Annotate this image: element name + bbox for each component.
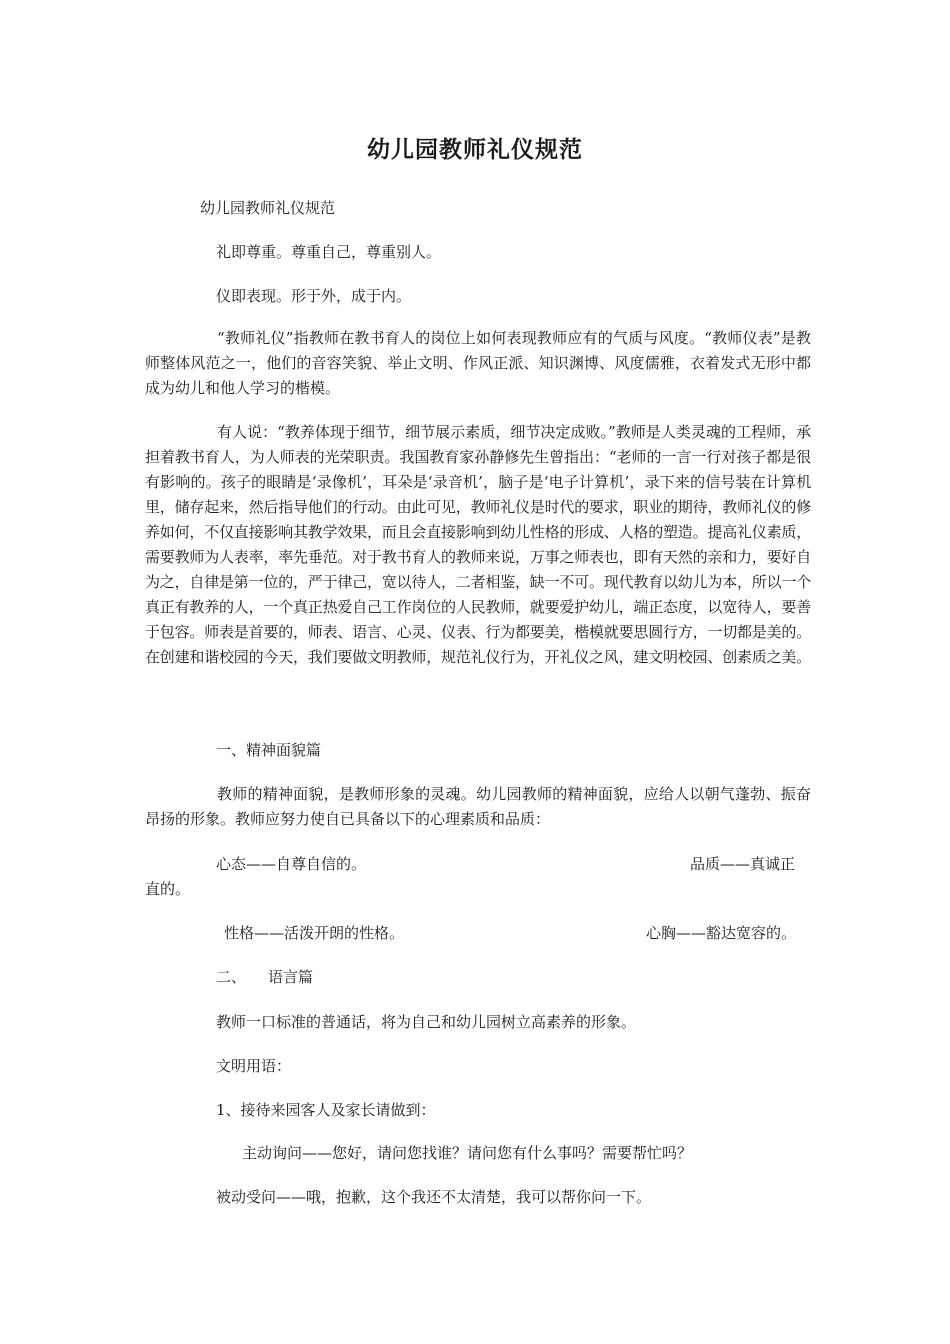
quality-honesty-part1: 品质——真诚正 <box>690 855 796 873</box>
phrase-passive-inquiry: 被动受问——哦，抱歉，这个我还不太清楚，我可以帮你问一下。 <box>216 1188 652 1206</box>
line-respect: 礼即尊重。尊重自己，尊重别人。 <box>216 243 442 261</box>
document-title: 幼儿园教师礼仪规范 <box>367 136 583 163</box>
list-item-reception: 1、接待来园客人及家长请做到： <box>216 1101 436 1119</box>
paragraph-spirit-intro: 教师的精神面貌，是教师形象的灵魂。幼儿园教师的精神面貌，应给人以朝气蓬勃、振奋昂扬的形象。教师应努力使自已具备以下的心理素质和品质： <box>145 785 811 828</box>
quality-character: 性格——活泼开朗的性格。 <box>224 924 405 942</box>
line-mandarin: 教师一口标准的普通话，将为自己和幼儿园树立高素养的形象。 <box>216 1013 637 1031</box>
polite-phrases-heading: 文明用语： <box>216 1057 292 1075</box>
paragraph-etiquette-definition: “教师礼仪”指教师在教书育人的岗位上如何表现教师应有的气质与风度。“教师仪表”是教师整体风范之一，他们的音容笑貌、举止文明、作风正派、知识渊博、风度儒雅，衣着发式无形中都成为幼儿和他人学习的楷模。 <box>145 329 811 397</box>
section-number-language: 二、 <box>216 968 247 986</box>
quality-honesty-part2: 直的。 <box>145 880 191 898</box>
subtitle: 幼儿园教师礼仪规范 <box>200 199 336 217</box>
line-manner: 仪即表现。形于外，成于内。 <box>216 287 412 305</box>
section-heading-spirit: 一、精神面貌篇 <box>216 741 322 759</box>
paragraph-details: 有人说：“教养体现于细节，细节展示素质，细节决定成败。”教师是人类灵魂的工程师，承担着教书育人，为人师表的光荣职责。我国教育家孙静修先生曾指出：“老师的一言一行对孩子都是很有影响的。孩子的眼睛是‘录像机’，耳朵是‘录音机’，脑子是‘电子计算机’，录下来的信号装在计算机里，储存起来，然后指导他们的行动。由此可见，教师礼仪是时代的要求，职业的期待，教师礼仪的修养如何，不仅直接影响其教学效果，而且会直接影响到幼儿性格的形成、人格的塑造。提高礼仪素质，需要教师为人表率，率先垂范。对于教书育人的教师来说，万事之师表也，即有天然的亲和力，要好自为之，自律是第一位的，严于律己，宽以待人，二者相鉴，缺一不可。现代教育以幼儿为本，所以一个真正有教养的人，一个真正热爱自己工作岗位的人民教师，就要爱护幼儿，端正态度，以宽待人，要善于包容。师表是首要的，师表、语言、心灵、仪表、行为都要美，楷模就要思圆行方，一切都是美的。在创建和谐校园的今天，我们要做文明教师，规范礼仪行为，开礼仪之风，建文明校园、创素质之美。 <box>145 423 812 666</box>
quality-mind: 心态——自尊自信的。 <box>216 855 367 873</box>
phrase-active-inquiry: 主动询问——您好，请问您找谁？请问您有什么事吗？需要帮忙吗？ <box>242 1144 693 1162</box>
section-heading-language: 语言篇 <box>268 968 314 986</box>
quality-heart: 心胸——豁达宽容的。 <box>646 924 797 942</box>
